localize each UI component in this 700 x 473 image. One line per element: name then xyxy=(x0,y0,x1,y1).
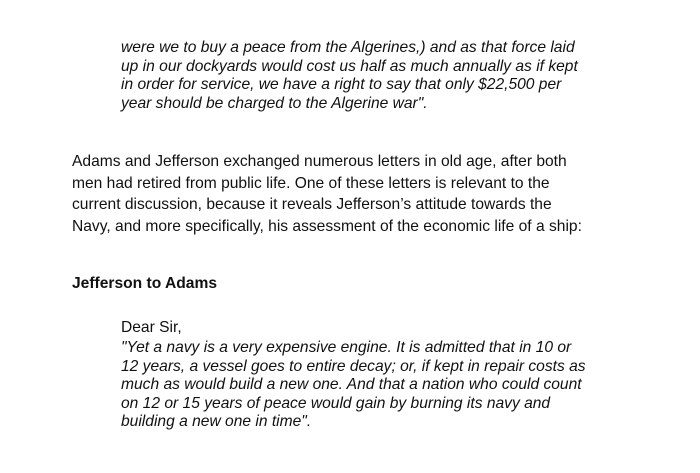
letter-quote-line: building a new one in time". xyxy=(121,413,312,431)
top-quote-line: were we to buy a peace from the Algerines,) and as that force laid xyxy=(121,39,575,56)
section-heading: Jefferson to Adams xyxy=(72,275,217,292)
top-quote-line: up in our dockyards would cost us half as much annually as if kept xyxy=(121,57,578,75)
letter-salutation: Dear Sir, xyxy=(121,319,182,336)
top-quote-line: in order for service, we have a right to say that only $22,500 per xyxy=(121,76,562,94)
body-paragraph-line: current discussion, because it reveals Jefferson’s attitude towards the xyxy=(72,196,552,213)
letter-quote-block xyxy=(121,339,613,432)
letter-quote-line: "Yet a navy is a very expensive engine. It is admitted that in 10 or xyxy=(121,339,572,356)
letter-quote-line: on 12 or 15 years of peace would gain by burning its navy and xyxy=(121,394,551,412)
top-quote-line: year should be charged to the Algerine war". xyxy=(121,94,428,112)
letter-quote-line: 12 years, a vessel goes to entire decay; or, if kept in repair costs as xyxy=(121,357,586,375)
letter-quote-line: much as would build a new one. And that a nation who could count xyxy=(121,376,582,394)
body-paragraph-line: Adams and Jefferson exchanged numerous letters in old age, after both xyxy=(72,153,567,170)
body-paragraph-line: Navy, and more specifically, his assessment of the economic life of a ship: xyxy=(72,217,582,235)
top-quote-block xyxy=(121,39,613,113)
body-paragraph-line: men had retired from public life. One of these letters is relevant to the xyxy=(72,174,550,192)
body-paragraph xyxy=(72,151,612,237)
